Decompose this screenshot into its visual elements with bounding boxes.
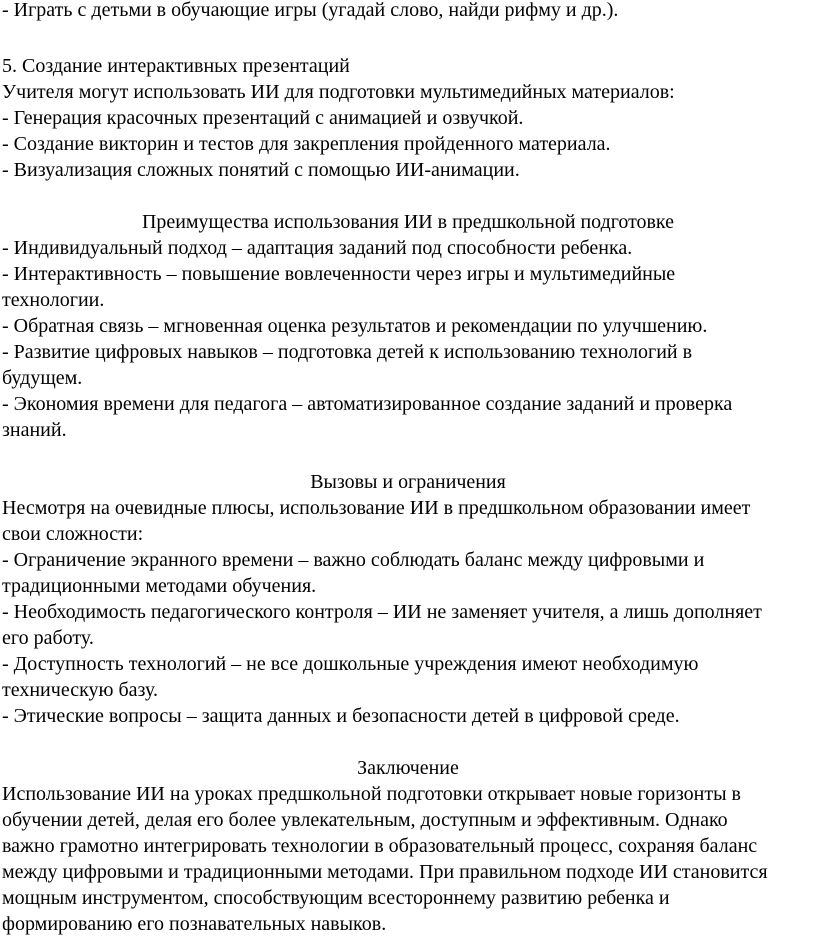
game-item: - Играть с детьми в обучающие игры (угадай слово, найди рифму и др.). <box>2 0 619 21</box>
text-line: техническую базу. <box>2 679 158 701</box>
challenges-heading: Вызовы и ограничения <box>310 471 506 493</box>
text-line: - Обратная связь – мгновенная оценка результатов и рекомендации по улучшению. <box>2 315 708 337</box>
text-line: знаний. <box>2 419 67 441</box>
section-heading-presentations: 5. Создание интерактивных презентаций <box>2 55 350 77</box>
text-line: - Интерактивность – повышение вовлеченности через игры и мультимедийные <box>2 263 676 285</box>
advantages-heading: Преимущества использования ИИ в предшкольной подготовке <box>142 211 674 233</box>
text-line: Несмотря на очевидные плюсы, использование ИИ в предшкольном образовании имеет <box>2 497 751 519</box>
text-line: Использование ИИ на уроках предшкольной подготовки открывает новые горизонты в <box>2 783 741 805</box>
text-line: мощным инструментом, способствующим всестороннему развитию ребенка и <box>2 887 670 909</box>
text-line: - Этические вопросы – защита данных и безопасности детей в цифровой среде. <box>2 705 680 727</box>
conclusion-heading: Заключение <box>357 757 459 779</box>
text-line: свои сложности: <box>2 523 144 545</box>
text-line: - Ограничение экранного времени – важно соблюдать баланс между цифровыми и <box>2 549 705 571</box>
list-item: - Визуализация сложных понятий с помощью ИИ-анимации. <box>2 159 520 181</box>
text-line: важно грамотно интегрировать технологии в образовательный процесс, сохраняя баланс <box>2 835 758 857</box>
text-line: будущем. <box>2 367 83 389</box>
text-line: его работу. <box>2 627 94 649</box>
text-line: - Индивидуальный подход – адаптация заданий под способности ребенка. <box>2 237 633 259</box>
text-line: технологии. <box>2 289 105 311</box>
text-line: - Необходимость педагогического контроля – ИИ не заменяет учителя, а лишь дополняет <box>2 601 762 623</box>
text-line: обучении детей, делая его более увлекательным, доступным и эффективным. Однако <box>2 809 728 831</box>
text-line: традиционными методами обучения. <box>2 575 317 597</box>
list-item: - Создание викторин и тестов для закрепления пройденного материала. <box>2 133 611 155</box>
text-line: - Развитие цифровых навыков – подготовка детей к использованию технологий в <box>2 341 693 363</box>
section-intro: Учителя могут использовать ИИ для подготовки мультимедийных материалов: <box>2 81 675 103</box>
text-line: - Доступность технологий – не все дошкольные учреждения имеют необходимую <box>2 653 699 675</box>
text-line: формированию его познавательных навыков. <box>2 913 387 935</box>
text-line: между цифровыми и традиционными методами. При правильном подходе ИИ становится <box>2 861 768 883</box>
list-item: - Генерация красочных презентаций с анимацией и озвучкой. <box>2 107 524 129</box>
text-line: - Экономия времени для педагога – автоматизированное создание заданий и проверка <box>2 393 733 415</box>
